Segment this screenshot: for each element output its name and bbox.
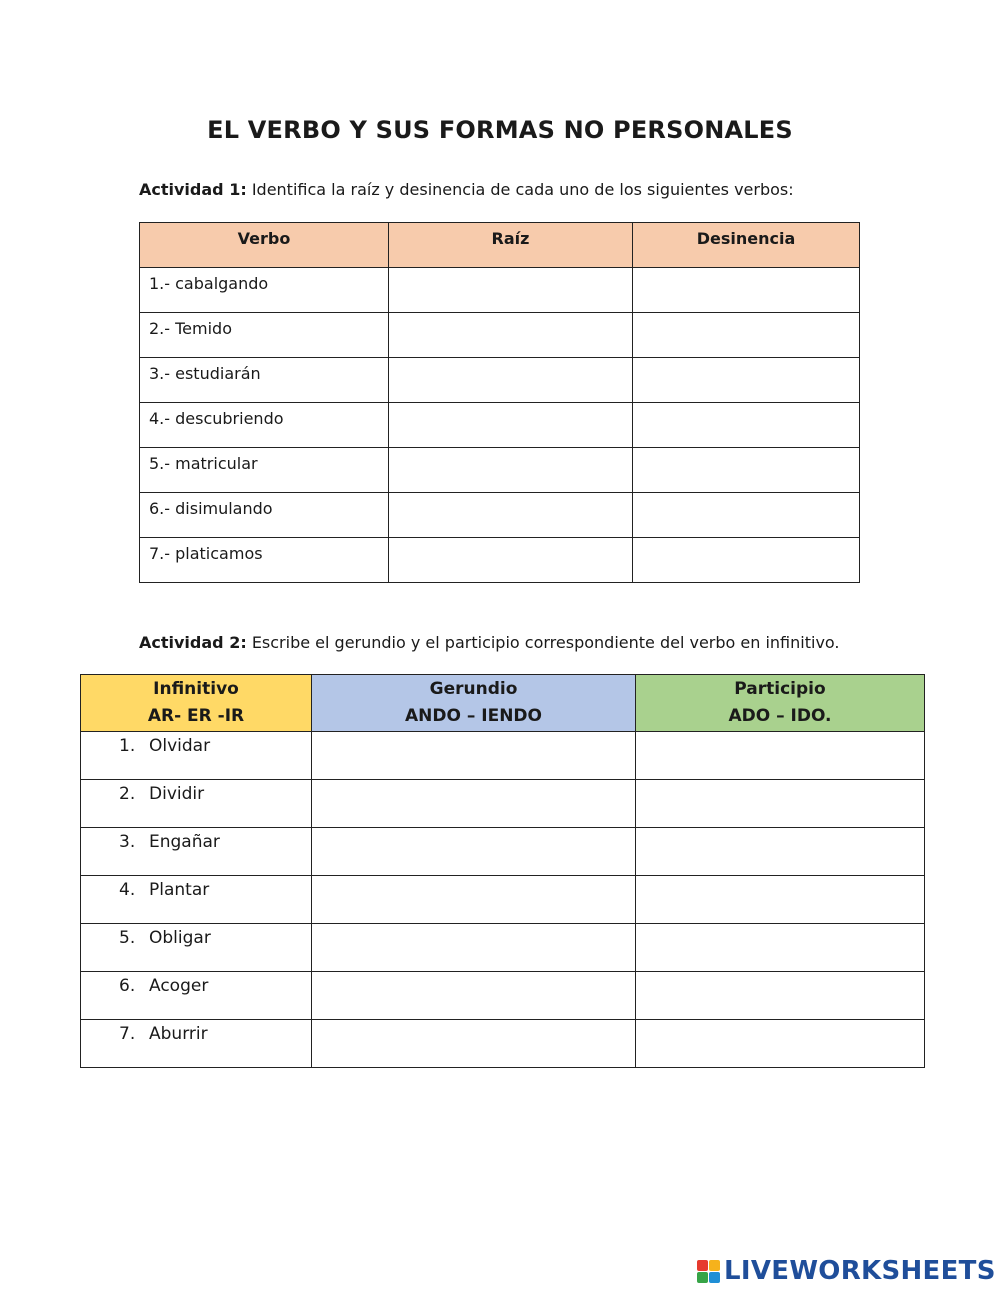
raiz-answer-cell[interactable] [389,403,633,448]
header-raiz: Raíz [389,223,633,268]
desinencia-answer-cell[interactable] [633,538,860,583]
verb-cell: 2.- Temido [140,313,389,358]
infinitive-verb: Obligar [149,928,211,948]
header-gerundio-title: Gerundio [429,679,518,699]
table-row [81,876,925,924]
gerundio-answer-cell[interactable] [312,972,636,1020]
activity2-label: Actividad 2: [139,633,247,652]
gerundio-answer-cell[interactable] [312,876,636,924]
activity1-table [139,222,860,583]
logo-text: LIVEWORKSHEETS [724,1256,996,1286]
item-number: 2. [119,784,136,804]
header-verbo: Verbo [140,223,389,268]
item-number: 7. [119,1024,136,1044]
raiz-answer-cell[interactable] [389,448,633,493]
table-row [140,493,860,538]
infinitive-verb: Acoger [149,976,209,996]
gerundio-answer-cell[interactable] [312,732,636,780]
desinencia-answer-cell[interactable] [633,313,860,358]
activity2-text: Escribe el gerundio y el participio correspondiente del verbo en infinitivo. [251,633,840,652]
table-row [140,538,860,583]
activity1-label: Actividad 1: [139,180,247,199]
participio-answer-cell[interactable] [636,924,925,972]
activity2-instruction [139,633,840,652]
gerundio-answer-cell[interactable] [312,828,636,876]
infinitive-cell [81,972,312,1020]
verb-cell: 7.- platicamos [140,538,389,583]
participio-answer-cell[interactable] [636,1020,925,1068]
table-row [140,403,860,448]
gerundio-answer-cell[interactable] [312,780,636,828]
item-number: 3. [119,832,136,852]
desinencia-answer-cell[interactable] [633,448,860,493]
item-number: 5. [119,928,136,948]
header-infinitivo-title: Infinitivo [153,679,239,699]
table-row [81,732,925,780]
verb-cell: 4.- descubriendo [140,403,389,448]
infinitive-verb: Dividir [149,784,205,804]
raiz-answer-cell[interactable] [389,268,633,313]
table-row [81,828,925,876]
desinencia-answer-cell[interactable] [633,403,860,448]
verb-cell: 1.- cabalgando [140,268,389,313]
infinitive-cell [81,828,312,876]
table-row [140,313,860,358]
liveworksheets-logo [697,1255,996,1287]
page-title: EL VERBO Y SUS FORMAS NO PERSONALES [207,116,793,144]
table-row [81,972,925,1020]
infinitive-verb: Engañar [149,832,220,852]
activity1-instruction [139,180,794,199]
infinitive-cell [81,876,312,924]
item-number: 1. [119,736,136,756]
raiz-answer-cell[interactable] [389,313,633,358]
desinencia-answer-cell[interactable] [633,493,860,538]
logo-block [697,1260,708,1271]
desinencia-answer-cell[interactable] [633,268,860,313]
logo-block [709,1260,720,1271]
infinitive-verb: Plantar [149,880,210,900]
activity1-text: Identifica la raíz y desinencia de cada uno de los siguientes verbos: [251,180,794,199]
infinitive-cell [81,732,312,780]
table-row [140,268,860,313]
header-desinencia: Desinencia [633,223,860,268]
participio-answer-cell[interactable] [636,732,925,780]
header-gerundio [312,675,636,732]
infinitive-verb: Aburrir [149,1024,208,1044]
gerundio-answer-cell[interactable] [312,924,636,972]
infinitive-cell [81,780,312,828]
table-header-row [140,223,860,268]
header-participio [636,675,925,732]
infinitive-verb: Olvidar [149,736,211,756]
item-number: 4. [119,880,136,900]
verb-cell: 5.- matricular [140,448,389,493]
table-header-row [81,675,925,732]
raiz-answer-cell[interactable] [389,538,633,583]
header-infinitivo-endings: AR- ER -IR [147,706,245,726]
header-participio-endings: ADO – IDO. [728,706,832,726]
gerundio-answer-cell[interactable] [312,1020,636,1068]
header-gerundio-endings: ANDO – IENDO [404,706,542,726]
logo-block [697,1272,708,1283]
activity2-table [80,674,925,1068]
table-row [140,448,860,493]
table-row [81,780,925,828]
participio-answer-cell[interactable] [636,972,925,1020]
infinitive-cell [81,924,312,972]
infinitive-cell [81,1020,312,1068]
participio-answer-cell[interactable] [636,876,925,924]
participio-answer-cell[interactable] [636,780,925,828]
logo-block [709,1272,720,1283]
verb-cell: 3.- estudiarán [140,358,389,403]
table-row [140,358,860,403]
table-row [81,924,925,972]
raiz-answer-cell[interactable] [389,493,633,538]
desinencia-answer-cell[interactable] [633,358,860,403]
participio-answer-cell[interactable] [636,828,925,876]
raiz-answer-cell[interactable] [389,358,633,403]
item-number: 6. [119,976,136,996]
table-row [81,1020,925,1068]
header-participio-title: Participio [734,679,826,699]
logo-blocks-icon [697,1260,720,1283]
header-infinitivo [81,675,312,732]
verb-cell: 6.- disimulando [140,493,389,538]
